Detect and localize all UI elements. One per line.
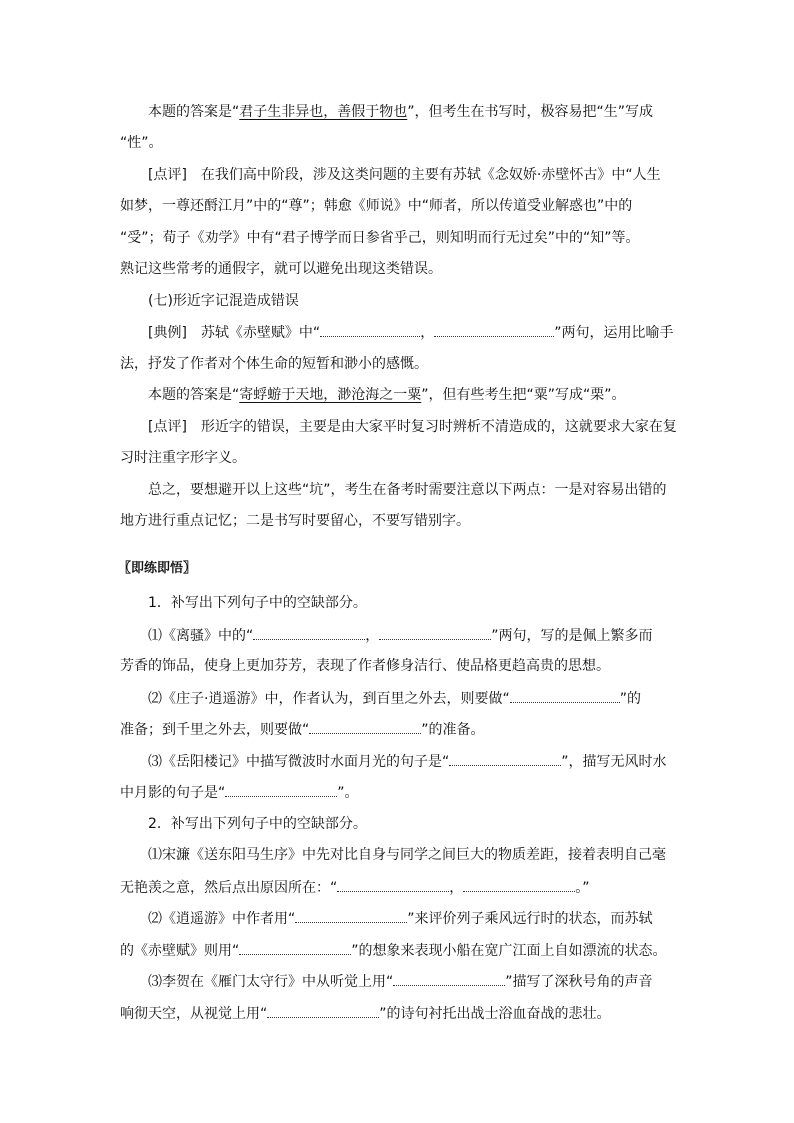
question-text: 响彻天空，从视觉上用“ — [120, 1006, 268, 1022]
question-text: ”的想象来表现小船在宽广江面上自如漂流的状态。 — [351, 943, 667, 959]
comment-1-line-2: 如梦，一尊还酹江月”中的“尊”；韩愈《师说》中“师者，所以传道受业解惑也”中的 — [120, 198, 633, 214]
answer-paragraph-1-line-2: “性”。 — [120, 135, 163, 151]
question-2c-line-2 — [120, 1003, 611, 1024]
question-1c-line-2 — [120, 782, 359, 803]
question-1b-line-2 — [120, 719, 485, 740]
question-text: ”两句，写的是佩上繁多而 — [491, 628, 653, 644]
question-text: 的《赤壁赋》则用“ — [120, 943, 240, 959]
fill-blank[interactable] — [393, 971, 505, 986]
answer-text: 君子生非异也，善假于物也 — [239, 104, 408, 120]
question-text: ⑵《逍遥游》中作者用“ — [148, 911, 296, 927]
question-1c-line-1 — [148, 751, 667, 772]
comma: ， — [420, 325, 435, 341]
question-text: 中月影的句子是“ — [120, 785, 226, 801]
question-text: ”的诗句衬托出战士浴血奋战的悲壮。 — [379, 1006, 611, 1022]
fill-blank[interactable] — [337, 877, 449, 892]
comment-1-line-1: [点评] 在我们高中阶段，涉及这类问题的主要有苏轼《念奴娇·赤壁怀古》中“人生 — [148, 167, 661, 183]
answer-intro: 本题的答案是“ — [148, 104, 240, 120]
fill-blank[interactable] — [463, 877, 575, 892]
answer-paragraph-2 — [148, 385, 626, 405]
question-text: ”描写了深秋号角的声音 — [505, 974, 653, 990]
summary-line-2: 地方进行重点记忆；二是书写时要留心，不要写错别字。 — [120, 513, 470, 529]
question-1a-line-2: 芳香的饰品，使身上更加芬芳，表现了作者修身洁行、使品格更趋高贵的思想。 — [120, 658, 610, 674]
practice-section-title: 〖即练即悟〗 — [118, 561, 197, 576]
example-line-2: 法，抒发了作者对个体生命的短暂和渺小的感慨。 — [120, 356, 428, 372]
question-text: ⑶李贺在《雁门太守行》中从听觉上用“ — [148, 974, 394, 990]
fill-blank[interactable] — [434, 322, 554, 337]
question-2-title: 2．补写出下列句子中的空缺部分。 — [148, 816, 367, 832]
fill-blank[interactable] — [379, 625, 491, 640]
fill-blank[interactable] — [309, 719, 421, 734]
question-text: ”。 — [337, 785, 359, 801]
comma: ， — [365, 628, 380, 644]
question-1-title: 1．补写出下列句子中的空缺部分。 — [148, 595, 367, 611]
question-1b-line-1 — [148, 688, 641, 709]
question-text: ⑵《庄子·逍遥游》中，作者认为，到百里之外去，则要做“ — [148, 691, 510, 707]
fill-blank[interactable] — [225, 782, 337, 797]
question-text: 准备；到千里之外去，则要做“ — [120, 722, 310, 738]
fill-blank[interactable] — [510, 688, 620, 703]
comment-1-line-4: 熟记这些常考的通假字，就可以避免出现这类错误。 — [120, 261, 442, 277]
question-text: ⑶《岳阳楼记》中描写微波时水面月光的句子是“ — [148, 754, 450, 770]
question-text: ⑴《离骚》中的“ — [148, 628, 254, 644]
question-text: ”的准备。 — [421, 722, 485, 738]
question-text: ”，描写无风时水 — [561, 754, 667, 770]
question-text: 。” — [575, 880, 590, 896]
fill-blank[interactable] — [267, 1003, 379, 1018]
example-tail: ”两句，运用比喻手 — [554, 325, 674, 341]
question-2b-line-2 — [120, 940, 667, 961]
question-text: 无艳羡之意，然后点出原因所在：“ — [120, 880, 338, 896]
fill-blank[interactable] — [295, 908, 407, 923]
question-2c-line-1 — [148, 971, 653, 992]
fill-blank[interactable] — [253, 625, 365, 640]
fill-blank[interactable] — [320, 322, 420, 337]
answer-text: 寄蜉蝣于天地，渺沧海之一粟 — [239, 387, 422, 403]
example-intro: [典例] 苏轼《赤壁赋》中“ — [148, 325, 321, 341]
section-heading-7: (七)形近字记混造成错误 — [148, 293, 299, 309]
question-1a-line-1 — [148, 625, 653, 646]
question-2b-line-1 — [148, 908, 653, 929]
comma: ， — [449, 880, 464, 896]
question-2a-line-2 — [120, 877, 590, 898]
question-text: ”的 — [619, 691, 641, 707]
comment-2-line-1: [点评] 形近字的错误，主要是由大家平时复习时辨析不清造成的，这就要求大家在复 — [148, 419, 677, 435]
answer-intro: 本题的答案是“ — [148, 387, 240, 403]
answer-paragraph-1 — [148, 102, 653, 122]
comment-2-line-2: 习时注重字形字义。 — [120, 450, 246, 466]
example-line-1 — [148, 322, 673, 343]
question-2a-line-1: ⑴宋濂《送东阳马生序》中先对比自身与同学之间巨大的物质差距，接着表明自己毫 — [148, 847, 666, 863]
question-text: ”来评价列子乘风远行时的状态，而苏轼 — [407, 911, 653, 927]
fill-blank[interactable] — [239, 940, 351, 955]
summary-line-1: 总之，要想避开以上这些“坑”，考生在备考时需要注意以下两点：一是对容易出错的 — [148, 482, 667, 498]
comment-1-line-3: “受”；荀子《劝学》中有“君子博学而日参省乎己，则知明而行无过矣”中的“知”等。 — [120, 230, 640, 246]
fill-blank[interactable] — [449, 751, 561, 766]
answer-tail: ”，但有些考生把“粟”写成“栗”。 — [421, 387, 626, 403]
answer-tail: ”，但考生在书写时，极容易把“生”写成 — [407, 104, 654, 120]
